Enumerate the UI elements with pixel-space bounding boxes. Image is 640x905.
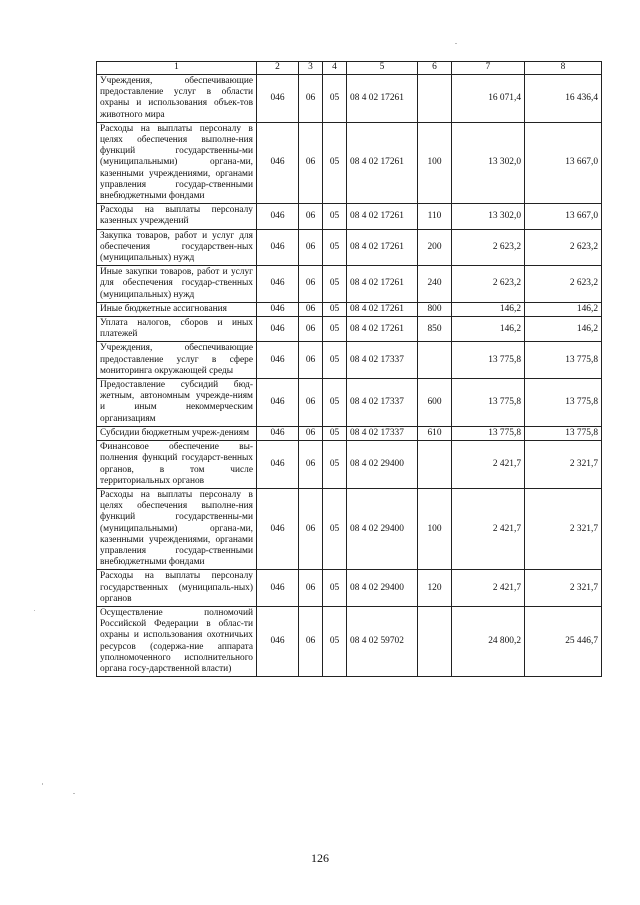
cell-amount-year-1: 2 623,2 [452,266,525,303]
cell-target-article: 08 4 02 17261 [347,266,418,303]
cell-section: 06 [299,317,323,342]
page-number: 126 [311,851,329,865]
cell-expense-type: 240 [418,266,452,303]
cell-subsection: 05 [323,441,347,489]
header-col-1: 1 [97,62,257,75]
header-col-4: 4 [323,62,347,75]
cell-target-article: 08 4 02 17261 [347,302,418,316]
table-row [97,75,602,123]
header-col-8: 8 [525,62,602,75]
cell-section: 06 [299,488,323,569]
cell-name: Иные закупки товаров, работ и услуг для обеспечения государ-ственных (муниципальных) нужд [97,266,257,303]
cell-ministry-code: 046 [257,302,299,316]
cell-expense-type: 610 [418,426,452,440]
cell-amount-year-1: 24 800,2 [452,606,525,676]
cell-amount-year-1: 2 421,7 [452,441,525,489]
cell-target-article: 08 4 02 17261 [347,229,418,266]
cell-ministry-code: 046 [257,204,299,229]
cell-target-article: 08 4 02 17337 [347,426,418,440]
cell-name: Предоставление субсидий бюд-жетным, автономным учрежде-ниям и иным некоммерческим организациям [97,379,257,427]
table-row [97,570,602,607]
cell-section: 06 [299,204,323,229]
scan-speck [455,43,457,44]
scan-speck [73,793,75,794]
cell-section: 06 [299,441,323,489]
cell-target-article: 08 4 02 17261 [347,75,418,123]
cell-ministry-code: 046 [257,441,299,489]
cell-subsection: 05 [323,342,347,379]
cell-expense-type: 100 [418,122,452,203]
cell-amount-year-2: 2 321,7 [525,488,602,569]
cell-section: 06 [299,75,323,123]
cell-amount-year-1: 146,2 [452,302,525,316]
cell-amount-year-1: 146,2 [452,317,525,342]
scan-speck [34,610,35,611]
cell-name: Осуществление полномочий Российской Федерации в облас-ти охраны и использования охотничьих ресурсов (содержа-ние аппарата уполномоченного исполнительного органа госу-дарственной власти) [97,606,257,676]
cell-subsection: 05 [323,606,347,676]
cell-subsection: 05 [323,570,347,607]
cell-name: Учреждения, обеспечивающие предоставление услуг в сфере мониторинга окружающей среды [97,342,257,379]
table-row [97,606,602,676]
cell-expense-type [418,441,452,489]
cell-ministry-code: 046 [257,266,299,303]
cell-amount-year-2: 2 623,2 [525,229,602,266]
cell-amount-year-1: 13 302,0 [452,122,525,203]
cell-name: Расходы на выплаты персоналу в целях обеспечения выполне-ния функций государственны-ми (муниципальными) органа-ми, казенными учреждениями, органами управления государ-ственными внебюджетными фондами [97,488,257,569]
cell-ministry-code: 046 [257,75,299,123]
cell-target-article: 08 4 02 17261 [347,317,418,342]
cell-target-article: 08 4 02 29400 [347,441,418,489]
table-row [97,266,602,303]
cell-ministry-code: 046 [257,488,299,569]
cell-name: Учреждения, обеспечивающие предоставление услуг в области охраны и использования объек-тов животного мира [97,75,257,123]
cell-subsection: 05 [323,266,347,303]
cell-amount-year-1: 13 302,0 [452,204,525,229]
cell-subsection: 05 [323,302,347,316]
cell-amount-year-1: 13 775,8 [452,379,525,427]
cell-name: Закупка товаров, работ и услуг для обеспечения государствен-ных (муниципальных) нужд [97,229,257,266]
cell-ministry-code: 046 [257,122,299,203]
cell-amount-year-2: 13 775,8 [525,426,602,440]
cell-ministry-code: 046 [257,570,299,607]
cell-amount-year-2: 25 446,7 [525,606,602,676]
cell-section: 06 [299,302,323,316]
cell-name: Иные бюджетные ассигнования [97,302,257,316]
cell-target-article: 08 4 02 17261 [347,122,418,203]
cell-subsection: 05 [323,122,347,203]
header-col-7: 7 [452,62,525,75]
cell-section: 06 [299,122,323,203]
scan-speck [42,783,43,785]
cell-subsection: 05 [323,488,347,569]
cell-section: 06 [299,606,323,676]
cell-amount-year-2: 16 436,4 [525,75,602,123]
cell-target-article: 08 4 02 29400 [347,488,418,569]
table-row [97,441,602,489]
cell-subsection: 05 [323,229,347,266]
table-row [97,317,602,342]
cell-name: Субсидии бюджетным учреж-дениям [97,426,257,440]
cell-section: 06 [299,379,323,427]
cell-expense-type: 800 [418,302,452,316]
cell-subsection: 05 [323,75,347,123]
cell-name: Расходы на выплаты персоналу государственных (муниципаль-ных) органов [97,570,257,607]
table-row [97,426,602,440]
table-row [97,122,602,203]
cell-amount-year-1: 2 421,7 [452,488,525,569]
cell-ministry-code: 046 [257,606,299,676]
table-header-row [97,62,602,75]
header-col-6: 6 [418,62,452,75]
cell-section: 06 [299,266,323,303]
cell-amount-year-2: 146,2 [525,317,602,342]
cell-amount-year-2: 13 667,0 [525,204,602,229]
table-row [97,379,602,427]
header-col-5: 5 [347,62,418,75]
cell-ministry-code: 046 [257,342,299,379]
cell-expense-type: 600 [418,379,452,427]
cell-name: Расходы на выплаты персоналу казенных учреждений [97,204,257,229]
cell-expense-type [418,606,452,676]
cell-expense-type [418,75,452,123]
cell-amount-year-1: 2 421,7 [452,570,525,607]
cell-ministry-code: 046 [257,379,299,427]
cell-ministry-code: 046 [257,317,299,342]
cell-target-article: 08 4 02 17337 [347,379,418,427]
cell-name: Финансовое обеспечение вы-полнения функций государст-венных органов, в том числе территориальных органов [97,441,257,489]
table-row [97,342,602,379]
cell-amount-year-2: 2 321,7 [525,441,602,489]
cell-expense-type: 120 [418,570,452,607]
cell-subsection: 05 [323,379,347,427]
cell-expense-type: 100 [418,488,452,569]
table-row [97,204,602,229]
cell-subsection: 05 [323,204,347,229]
cell-amount-year-2: 2 321,7 [525,570,602,607]
cell-expense-type: 850 [418,317,452,342]
table-row [97,302,602,316]
header-col-2: 2 [257,62,299,75]
table-row [97,229,602,266]
cell-subsection: 05 [323,317,347,342]
cell-amount-year-2: 13 775,8 [525,342,602,379]
cell-target-article: 08 4 02 17337 [347,342,418,379]
cell-amount-year-2: 2 623,2 [525,266,602,303]
table-row [97,488,602,569]
cell-amount-year-1: 13 775,8 [452,426,525,440]
table-body [97,75,602,677]
cell-amount-year-2: 13 775,8 [525,379,602,427]
cell-target-article: 08 4 02 59702 [347,606,418,676]
cell-amount-year-2: 13 667,0 [525,122,602,203]
cell-name: Уплата налогов, сборов и иных платежей [97,317,257,342]
cell-section: 06 [299,570,323,607]
cell-target-article: 08 4 02 29400 [347,570,418,607]
header-col-3: 3 [299,62,323,75]
cell-ministry-code: 046 [257,229,299,266]
cell-amount-year-1: 16 071,4 [452,75,525,123]
budget-table [96,61,602,677]
cell-amount-year-2: 146,2 [525,302,602,316]
cell-amount-year-1: 2 623,2 [452,229,525,266]
cell-name: Расходы на выплаты персоналу в целях обеспечения выполне-ния функций государственны-ми (муниципальными) органа-ми, казенными учреждениями, органами управления государ-ственными внебюджетными фондами [97,122,257,203]
cell-expense-type: 110 [418,204,452,229]
cell-expense-type [418,342,452,379]
cell-section: 06 [299,426,323,440]
cell-amount-year-1: 13 775,8 [452,342,525,379]
cell-section: 06 [299,229,323,266]
cell-section: 06 [299,342,323,379]
cell-expense-type: 200 [418,229,452,266]
cell-ministry-code: 046 [257,426,299,440]
cell-target-article: 08 4 02 17261 [347,204,418,229]
cell-subsection: 05 [323,426,347,440]
